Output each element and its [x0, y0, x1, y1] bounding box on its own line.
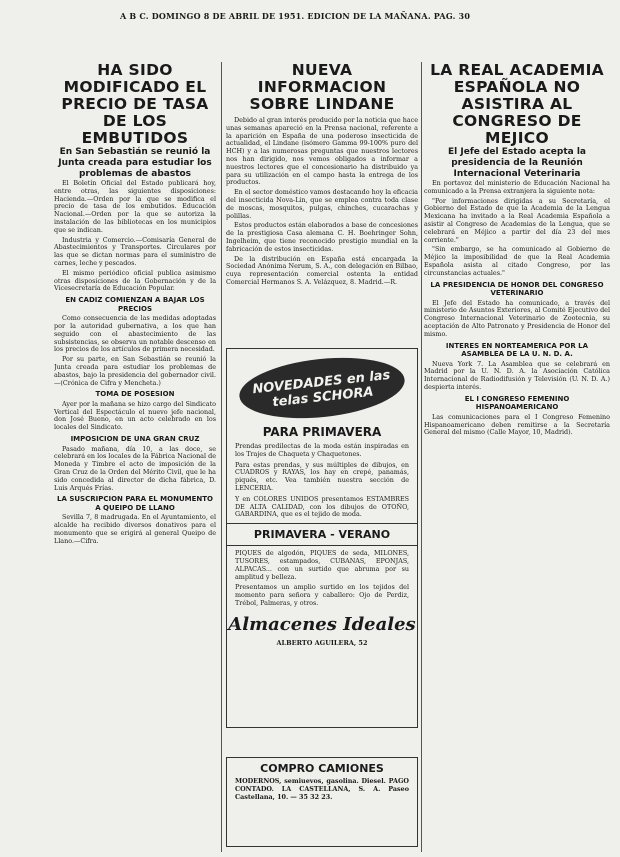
ad-paragraph: Presentamos un amplio surtido en los tejidos del momento para señora y caballero: Ojo de Perdiz, Trébol, Palmeras, y otros.	[235, 583, 409, 607]
camiones-text: MODERNOS, semiuevos, gasolina. Diesel. PAGO CONTADO. LA CASTELLANA, S. A. Paseo Castellana, 10. — 35 32 23.	[235, 777, 409, 801]
subheadline-academia: El Jefe del Estado acepta la presidencia de la Reunión Internacional Veterinaria	[448, 147, 586, 179]
article-paragraph: Debido al gran interés producido por la noticia que hace unas semanas apareció en la Prensa nacional, referente a la aparición en España de una poderoso insecticida de actualidad, el Lindane (isómero Gamma 99-100% puro del HCH) y a las numerosas preguntas que nuestros lectores nos han dirigido, nos vemos obligados a informar a nuestros lectores que el concesionario ha distribuido ya para su utilización en el campo hasta la entrega de los productos.	[226, 116, 418, 187]
article-paragraph: Nueva York 7. La Asamblea que se celebrará en Madrid por la U. N. D. A. la Asociación Católica Internacional de Radiodifusión y Televisión (U. N. D. A.) despierta interés.	[424, 359, 610, 391]
ad-address: ALBERTO AGUILERA, 52	[276, 638, 368, 647]
column-embutidos	[54, 62, 216, 849]
advertisement-almacenes	[226, 348, 418, 728]
section-heading-posesion: TOMA DE POSESION	[95, 390, 175, 399]
article-paragraph: Ayer por la mañana se hizo cargo del Sindicato Vertical del Espectáculo el nuevo jefe nacional, don José Bueno, en un acto celebrado en los locales del Sindicato.	[54, 399, 216, 432]
section-heading-cadiz: EN CADIZ COMIENZAN A BAJAR LOS PRECIOS	[65, 296, 205, 313]
article-paragraph: Por su parte, en San Sebastián se reunió la Junta creada para estudiar los problemas de abastos, bajo la presidencia del gobernador civil.—(Crónica de Cifra y Mencheta.)	[54, 355, 216, 387]
advertisement-camiones	[226, 757, 418, 847]
article-paragraph: Industria y Comercio.—Comisaría General de Abastecimientos y Transportes. Circulares por las que se dictan normas para el suministro de carnes, leche y pescados.	[54, 235, 216, 267]
headline-academia: LA REAL ACADEMIA ESPAÑOLA NO ASISTIRA AL CONGRESO DE MEJICO	[430, 62, 604, 147]
article-paragraph: El Jefe del Estado ha comunicado, a través del ministerio de Asuntos Exteriores, al Comité Ejecutivo del Congreso Internacional Veterinario de Zootecnia, su aceptación de Alto Patronato y Presidencia de Honor del mismo.	[424, 298, 610, 338]
section-heading-veterinario: LA PRESIDENCIA DE HONOR DEL CONGRESO VETERINARIO	[430, 280, 604, 298]
ad-title: PARA PRIMAVERA	[262, 425, 382, 439]
ad-subtitle: PRIMAVERA - VERANO	[253, 528, 391, 542]
camiones-title: COMPRO CAMIONES	[260, 762, 384, 775]
headline-lindane: NUEVA INFORMACION SOBRE LINDANE	[249, 62, 395, 113]
column-rule	[221, 62, 222, 852]
ad-banner-text: NOVEDADES en las telas SCHORA	[251, 367, 392, 411]
ad-paragraph: Prendas predilectas de la moda están inspiradas en los Trajes de Chaqueta y Chaquetones.	[235, 442, 409, 458]
section-heading-gran-cruz: IMPOSICION DE UNA GRAN CRUZ	[70, 435, 200, 444]
section-heading-unda: INTERES EN NORTEAMERICA POR LA ASAMBLEA DE LA U. N. D. A.	[445, 341, 589, 359]
article-paragraph: "Por informaciones dirigidas a su Secretaría, el Gobierno del Estado de que la Academia de la Lengua Mexicana ha invitado a la Real Academia Española a asistir al Congreso de Academias de la Lengua, que se celebrará en Méjico a partir del día 23 del mes corriente."	[424, 196, 610, 244]
article-paragraph: Como consecuencia de las medidas adoptadas por la autoridad gubernativa, a los que han seguido con el abastecimiento de las subsistencias, se observa un notable descenso en los precios de los artículos de primera necesidad.	[54, 314, 216, 354]
article-paragraph: Sevilla 7, 8 madrugada. En el Ayuntamiento, el alcalde ha recibido diversos donativos para el monumento que se erigirá al general Queipo de Llano.—Cifra.	[54, 513, 216, 545]
article-paragraph: El Boletín Oficial del Estado publicará hoy, entre otras, las siguientes disposiciones: Hacienda.—Orden por la que se modifica el precio de tasa de los embutidos. Educación Nacional.—Orden por la que se autoriza la instalación de las bibliotecas en los municipios que se indican.	[54, 179, 216, 234]
ad-paragraph: PIQUES de algodón, PIQUES de seda, MILONES, TUSORES, estampados, CUBANAS, EPONJAS, ALPACAS... con un surtido que abruma por su amplitud y belleza.	[235, 549, 409, 581]
article-paragraph: En portavoz del ministerio de Educación Nacional ha comunicado a la Prensa extranjera la siguiente nota:	[424, 179, 610, 195]
article-paragraph: Pasado mañana, día 10, a las doce, se celebrará en los locales de la Fábrica Nacional de Moneda y Timbre el acto de imposición de la Gran Cruz de la Orden del Mérito Civil, que le ha sido concedida al director de dicha fábrica, D. Luis Arqués Frías.	[54, 444, 216, 492]
ad-brand-logo: Almacenes Ideales	[228, 613, 416, 635]
article-paragraph: De la distribución en España está encargada la Sociedad Anónima Nerum, S. A., con delegación en Bilbao, cuya representación comercial ostenta la entidad Comercial Hermanos S. A. Velázquez, 8. Madrid.—R.	[226, 254, 418, 286]
ad-banner	[236, 350, 407, 425]
ad-subtitle-box	[227, 523, 417, 546]
article-paragraph: "Sin embargo, se ha comunicado al Gobierno de Méjico la imposibilidad de que la Real Academia Española asista al citado Congreso, por las circunstancias actuales."	[424, 245, 610, 277]
column-lindane	[226, 62, 418, 340]
section-heading-congreso-femenino: EL I CONGRESO FEMENINO HISPANOAMERICANO	[464, 394, 570, 412]
column-rule	[421, 62, 422, 852]
column-academia	[424, 62, 610, 849]
headline-embutidos: HA SIDO MODIFICADO EL PRECIO DE TASA DE LOS EMBUTIDOS	[61, 62, 209, 147]
article-paragraph: El mismo periódico oficial publica asimismo otras disposiciones de la Gobernación y de la Vicesecretaría de Educación Popular.	[54, 268, 216, 293]
article-paragraph: Estos productos están elaborados a base de concesiones de la prestigiosa Casa alemana C. H. Boehringer Sohn, Ingelheim, que tiene reconocido prestigio mundial en la fabricación de estos insecticidas.	[226, 221, 418, 253]
article-paragraph: En el sector doméstico vamos destacando hoy la eficacia del insecticida Nova-Lin, que se emplea contra toda clase de moscas, mosquitos, pulgas, chinches, cucarachas y polillas.	[226, 188, 418, 220]
ad-paragraph: Y en COLORES UNIDOS presentamos ESTAMBRES DE ALTA CALIDAD, con los dibujos de OTOÑO, GABARDINA, que es el tejido de moda.	[235, 494, 409, 519]
page-header: A B C. DOMINGO 8 DE ABRIL DE 1951. EDICION DE LA MAÑANA. PAG. 30	[120, 11, 471, 21]
article-paragraph: Las comunicaciones para el I Congreso Femenino Hispanoamericano deben remitirse a la Secretaría General del mismo (Calle Mayor, 10, Madrid).	[424, 412, 610, 437]
section-heading-monumento: LA SUSCRIPCION PARA EL MONUMENTO A QUEIPO DE LLANO	[57, 495, 213, 512]
subheadline-embutidos: En San Sebastián se reunió la Junta creada para estudiar los problemas de abastos	[58, 147, 212, 179]
ad-paragraph: Para estas prendas, y sus múltiples de dibujos, en CUADROS y RAYAS, los hay en crepé, panamás, piqués, etc. Vea también nuestra sección de LENCERIA.	[235, 460, 409, 492]
